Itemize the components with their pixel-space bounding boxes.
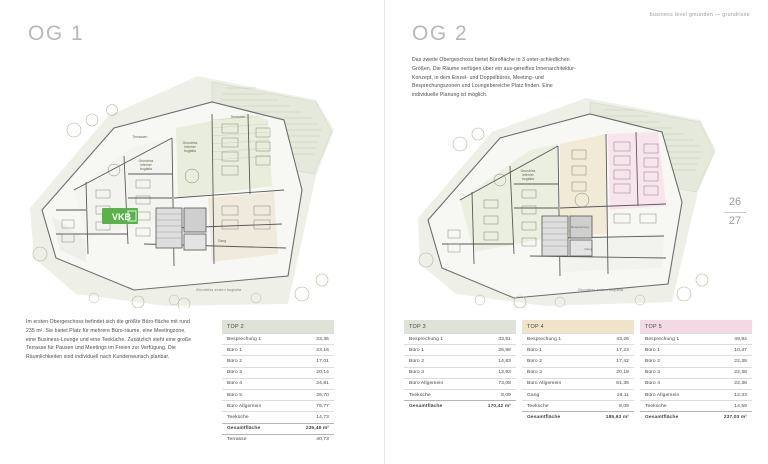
table-row [404, 367, 516, 378]
row-label: Büro 1 [527, 347, 543, 353]
spread-divider [384, 0, 385, 464]
table-top2 [222, 320, 334, 445]
row-label: Büro 4 [227, 381, 243, 387]
table-row [404, 333, 516, 344]
row-value: 23,16 [316, 347, 329, 353]
table-row [640, 389, 752, 400]
row-label: Teeküche [409, 392, 431, 398]
table-extra-row [222, 434, 334, 445]
total-value: 185,63 m² [605, 414, 629, 420]
row-label: Teeküche [645, 403, 667, 409]
table-row [522, 333, 634, 344]
running-head: business level gmunden — grundrisse [649, 12, 750, 18]
row-value: 12,33 [734, 392, 747, 398]
table-row [222, 389, 334, 400]
row-label: Büro Allgemein [645, 392, 680, 398]
row-value: 17,23 [616, 347, 629, 353]
row-label: Büro 2 [527, 358, 543, 364]
table-row [640, 333, 752, 344]
table-row [222, 344, 334, 355]
row-label: Büro 3 [227, 370, 243, 376]
floorplan-og1 [16, 58, 368, 308]
row-label: Büro 1 [409, 347, 425, 353]
row-value: 8,09 [501, 392, 511, 398]
row-value: 20,14 [316, 370, 329, 376]
table-body [640, 333, 752, 423]
row-value: 14,73 [316, 414, 329, 420]
total-label: Gesamtfläche [227, 426, 261, 432]
table-body [222, 333, 334, 445]
row-value: 33,51 [498, 336, 511, 342]
row-label: Büro 2 [645, 358, 661, 364]
table-body [522, 333, 634, 423]
svg-text:Besprechung: Besprechung [571, 225, 589, 229]
row-label: Büro 4 [645, 381, 661, 387]
row-label: Gang [527, 392, 540, 398]
row-label: Büro 5 [227, 392, 243, 398]
table-row [404, 344, 516, 355]
table-row [640, 344, 752, 355]
svg-text:interner: interner [522, 173, 534, 177]
plan-room-label: Grundriss [182, 141, 198, 145]
table-row [522, 367, 634, 378]
plan-room-label: Terrassen [230, 115, 246, 119]
row-value: 22,38 [734, 358, 747, 364]
row-value: 13,93 [498, 370, 511, 376]
table-row [404, 389, 516, 400]
table-row [522, 344, 634, 355]
row-label: Teeküche [227, 414, 249, 420]
row-label: Besprechung 1 [227, 336, 262, 342]
plan-room-label: bugtalia [140, 167, 152, 171]
plan-room-label: interner [140, 163, 152, 167]
row-label: Büro 3 [409, 370, 425, 376]
plan-room-label: Gang [217, 239, 227, 243]
total-label: Gesamtfläche [527, 414, 561, 420]
svg-text:Grundriss: Grundriss [520, 169, 536, 173]
row-value: 26,70 [316, 392, 329, 398]
row-label: Besprechung 1 [645, 336, 680, 342]
row-value: 73,08 [498, 381, 511, 387]
row-label: Besprechung 1 [527, 336, 562, 342]
row-label: Teeküche [527, 403, 549, 409]
svg-text:bugtalia: bugtalia [522, 177, 534, 181]
row-label: Büro 1 [227, 347, 243, 353]
table-total-row [404, 400, 516, 411]
plan-room-label: interner [184, 145, 196, 149]
svg-text:Gang: Gang [584, 247, 592, 251]
row-value: 22,38 [734, 370, 747, 376]
vkb-logo [102, 208, 138, 224]
row-label: Büro Allgemein [227, 403, 262, 409]
table-row [404, 378, 516, 389]
page-title-og2: OG 2 [412, 22, 469, 45]
row-label: Büro 3 [645, 370, 661, 376]
row-value: 18,11 [616, 392, 629, 398]
table-title: TOP 5 [640, 320, 752, 333]
table-row [640, 367, 752, 378]
row-value: 17,42 [616, 358, 629, 364]
plan-room-label: bugtalia [184, 149, 196, 153]
table-row [222, 400, 334, 411]
table-body [404, 333, 516, 411]
row-value: 14,59 [734, 403, 747, 409]
table-row [522, 355, 634, 366]
extra-value: 40,73 [316, 437, 329, 443]
floorplan-og2 [400, 88, 752, 308]
total-value: 170,42 m² [487, 403, 511, 409]
table-top5 [640, 320, 752, 423]
intro-text-og2: Das zweite Obergeschoss bietet Bürofläche in 3 unter-schiedlichen Größen. Die Räume verfügen über ein aus-gereiftes Innenarchitektur-Konzept, in dem Einzel- und Doppelbüros, Meeting- und Besprechungszonen und Loungebereiche Platz finden. Eine individuelle Planung ist möglich. [412, 57, 576, 98]
row-label: Büro Allgemein [527, 381, 562, 387]
total-value: 237,03 m² [723, 414, 747, 420]
table-total-row [640, 411, 752, 422]
intro-text-og1: Im ersten Obergeschoss befindet sich die größte Büro-fläche mit rund 235 m². Sie bietet Platz für mehrere Büro-räume, eine Meetingzone, eine Business-Lounge und eine Teeküche. Zusätzlich steht eine große Terrasse für Pausen und Meetings im Freien zur Verfügung. Die Räumlichkeiten sind individuell nach Kundenwunsch planbar. [26, 319, 192, 360]
plan-room-label: Terrassen [132, 135, 148, 139]
table-title: TOP 4 [522, 320, 634, 333]
table-row [522, 389, 634, 400]
table-row [222, 355, 334, 366]
row-value: 20,18 [616, 370, 629, 376]
table-row [522, 378, 634, 389]
row-label: Büro 1 [645, 347, 661, 353]
total-value: 235,48 m² [305, 426, 329, 432]
table-row [640, 355, 752, 366]
svg-text:VKB: VKB [112, 212, 132, 222]
table-row [404, 355, 516, 366]
row-label: Büro Allgemein [409, 381, 444, 387]
table-row [522, 400, 634, 411]
row-label: Büro 2 [409, 358, 425, 364]
table-row [222, 367, 334, 378]
row-label: Büro 3 [527, 370, 543, 376]
table-row [222, 378, 334, 389]
row-label: Besprechung 1 [409, 336, 444, 342]
row-value: 10,47 [734, 347, 747, 353]
table-title: TOP 3 [404, 320, 516, 333]
page-number-bottom: 27 [728, 214, 742, 227]
table-row [640, 378, 752, 389]
row-label: Büro 2 [227, 358, 243, 364]
row-value: 26,98 [498, 347, 511, 353]
row-value: 61,36 [616, 381, 629, 387]
table-row [222, 333, 334, 344]
page-number-top: 26 [728, 196, 742, 208]
table-total-row [222, 423, 334, 434]
table-title: TOP 2 [222, 320, 334, 333]
row-value: 17,01 [316, 358, 329, 364]
row-value: 49,94 [734, 336, 747, 342]
row-value: 14,83 [498, 358, 511, 364]
table-total-row [522, 411, 634, 422]
total-label: Gesamtfläche [645, 414, 679, 420]
plan-caption-og1: Grundriss extern bugtalia [196, 288, 242, 292]
table-row [640, 400, 752, 411]
row-value: 8,09 [619, 403, 629, 409]
extra-label: Terrasse [227, 437, 247, 443]
row-value: 22,38 [734, 381, 747, 387]
row-value: 24,81 [316, 381, 329, 387]
table-row [222, 411, 334, 422]
plan-room-label: Grundriss [138, 159, 154, 163]
row-value: 33,36 [316, 336, 329, 342]
table-top4 [522, 320, 634, 423]
plan-caption-og2: Grundriss extern bugtalia [578, 288, 624, 292]
row-value: 76,77 [316, 403, 329, 409]
total-label: Gesamtfläche [409, 403, 443, 409]
row-value: 43,26 [616, 336, 629, 342]
table-top3 [404, 320, 516, 411]
page-title-og1: OG 1 [28, 22, 85, 45]
